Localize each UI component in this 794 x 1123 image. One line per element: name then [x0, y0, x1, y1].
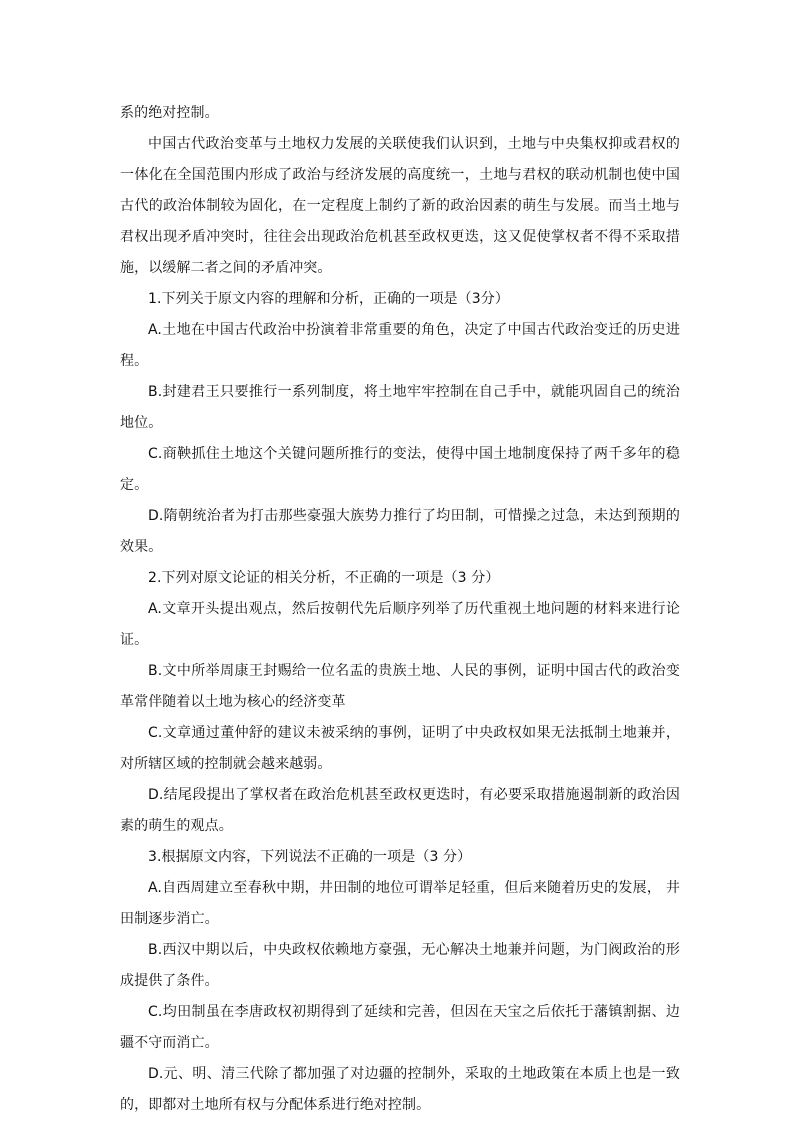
question-1-option-c: C.商鞅抓住土地这个关键问题所推行的变法，使得中国土地制度保持了两千多年的稳定。: [120, 446, 680, 493]
question-3-option-b: B.西汉中期以后，中央政权依赖地方豪强，无心解决土地兼并问题，为门阀政治的形成提供了条件。: [120, 942, 680, 989]
question-3-option-a: A.自西周建立至春秋中期，井田制的地位可谓举足轻重，但后来随着历史的发展， 井田制逐步消亡。: [120, 880, 680, 927]
question-3-stem: 3.根据原文内容，下列说法不正确的一项是（3 分）: [148, 849, 472, 865]
question-2-option-c: C.文章通过董仲舒的建议未被采纳的事例，证明了中央政权如果无法抵制土地兼并，对所辖区域的控制就会越来越弱。: [120, 725, 680, 772]
question-1-option-d: D.隋朝统治者为打击那些豪强大族势力推行了均田制，可惜操之过急，未达到预期的效果。: [120, 508, 680, 555]
question-2-option-a: A.文章开头提出观点，然后按朝代先后顺序列举了历代重视土地问题的材料来进行论证。: [120, 601, 680, 648]
question-1-option-b: B.封建君王只要推行一系列制度，将土地牢牢控制在自己手中，就能巩固自己的统治地位。: [120, 384, 680, 431]
paragraph-conclusion: 中国古代政治变革与土地权力发展的关联使我们认识到，土地与中央集权抑或君权的一体化在全国范围内形成了政治与经济发展的高度统一，土地与君权的联动机制也使中国古代的政治体制较为固化，在一定程度上制约了新的政治因素的萌生与发展。而当土地与君权出现矛盾冲突时，往往会出现政治危机甚至政权更迭，这又促使掌权者不得不采取措施，以缓解二者之间的矛盾冲突。: [120, 136, 680, 276]
question-3-option-c: C.均田制虽在李唐政权初期得到了延续和完善，但因在天宝之后依托于藩镇割据、边疆不守而消亡。: [120, 1004, 680, 1051]
question-2-stem: 2.下列对原文论证的相关分析，不正确的一项是（3 分）: [148, 570, 500, 586]
question-3-option-d: D.元、明、清三代除了都加强了对边疆的控制外，采取的土地政策在本质上也是一致的，即都对土地所有权与分配体系进行绝对控制。: [120, 1066, 680, 1113]
paragraph-continuation: 系的绝对控制。: [120, 105, 219, 121]
question-2-option-b: B.文中所举周康王封赐给一位名盂的贵族土地、人民的事例，证明中国古代的政治变革常伴随着以土地为核心的经济变革: [120, 663, 680, 710]
question-1-stem: 1.下列关于原文内容的理解和分析，正确的一项是（3分）: [148, 291, 509, 307]
document-body: [120, 98, 680, 1121]
question-2-option-d: D.结尾段提出了掌权者在政治危机甚至政权更迭时，有必要采取措施遏制新的政治因素的萌生的观点。: [120, 787, 680, 834]
question-1-option-a: A.土地在中国古代政治中扮演着非常重要的角色，决定了中国古代政治变迁的历史进程。: [120, 322, 680, 369]
